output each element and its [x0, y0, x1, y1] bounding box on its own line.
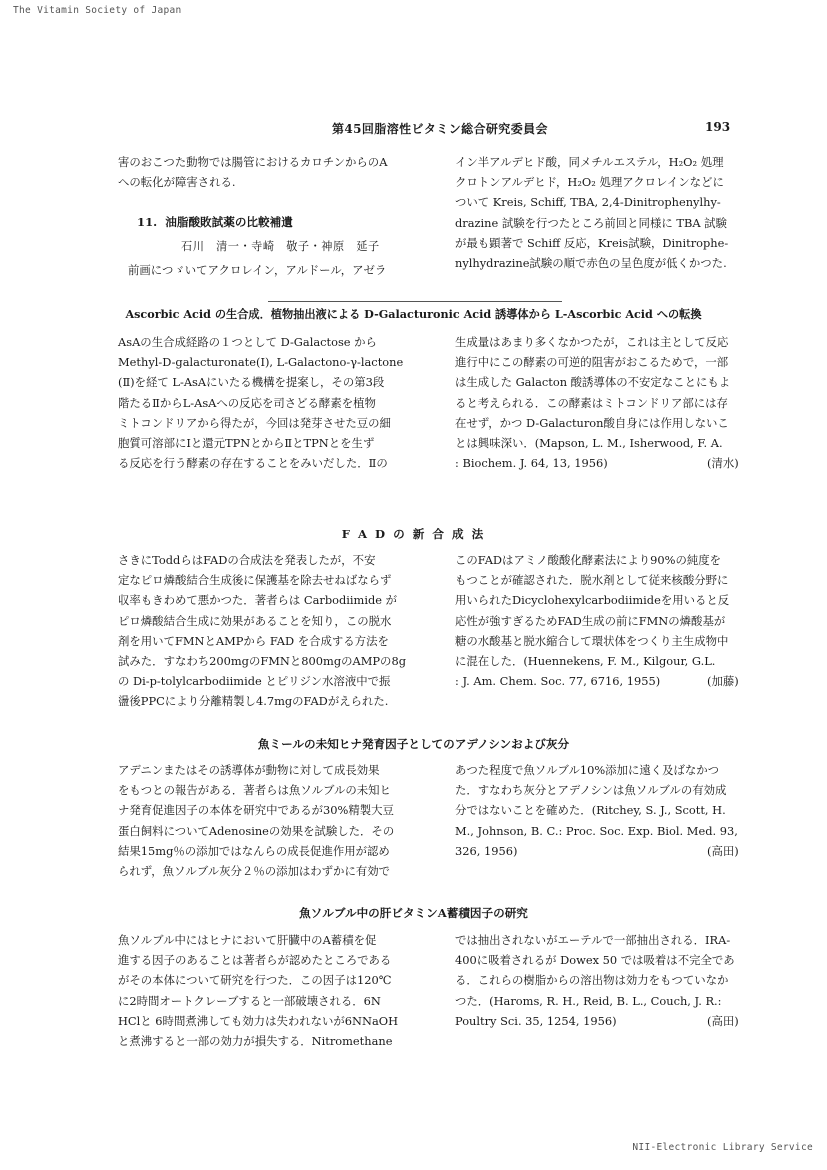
text-line: と煮沸すると一部の効力が損失する．Nitromethane [118, 1034, 393, 1049]
text-line: 試みた．すなわち200mgのFMNと800mgのAMPの8g [118, 654, 406, 669]
text-line: とは興味深い．(Mapson, L. M., Isherwood, F. A. [455, 436, 723, 451]
text-line: をもつとの報告がある．著者らは魚ソルブルの未知ヒ [118, 783, 391, 798]
section-title: 油脂酸敗試薬の比較補遺 [165, 215, 293, 229]
reference-tail: : Biochem. J. 64, 13, 1956) [455, 456, 608, 471]
watermark-top: The Vitamin Society of Japan [13, 5, 182, 16]
article-right-column [455, 930, 767, 1031]
text-line: 定なピロ燐酸結合生成後に保護基を除去せねばならず [118, 573, 392, 588]
text-line: クロトンアルデヒド，H₂O₂ 処理アクロレインなどに [455, 175, 724, 190]
text-line: ミトコンドリアから得たが，今回は発芽させた豆の細 [118, 415, 391, 430]
reference-line [455, 1011, 767, 1031]
text-line: HClと 6時間煮沸しても効力は失われないが6NNaOH [118, 1013, 399, 1028]
text-line: 応性が強すぎるためFAD生成の前にFMNの燐酸基が [455, 613, 726, 628]
text-line: への転化が障害される. [118, 175, 236, 190]
text-line: あつた程度で魚ソルブル10%添加に遠く及ばなかつ [455, 763, 720, 777]
prev-section-right-column [455, 152, 765, 273]
text-line: る．これらの樹脂からの溶出物は効力をもつていなか [455, 973, 729, 988]
text-line: このFADはアミノ酸酸化酵素法により90%の純度を [455, 553, 722, 567]
reference-line [455, 453, 767, 473]
page-number: 193 [705, 120, 731, 134]
text-line: に2時間オートクレーブすると一部破壊される．6N [118, 993, 381, 1008]
text-line: られず，魚ソルブル灰分２％の添加はわずかに有効で [118, 864, 391, 879]
running-head [0, 120, 827, 136]
text-line: がその本体について研究を行つた．この因子は120℃ [118, 973, 392, 988]
reviewer-name: (高田) [707, 1013, 739, 1028]
text-line: つた．(Haroms, R. H., Reid, B. L., Couch, J. R.: [455, 993, 722, 1008]
text-line: ついて Kreis, Schiff, TBA, 2,4-Dinitrophenylhy- [455, 195, 721, 210]
article-left-column [118, 760, 420, 881]
text-line: た．すなわち灰分とアデノシンは魚ソルブルの有効成 [455, 783, 727, 798]
text-line: 盪後PPCにより分離精製し4.7mgのFADがえられた. [118, 694, 389, 709]
text-line: ると考えられる．この酵素はミトコンドリア部には存 [455, 395, 728, 410]
text-line: 生成量はあまり多くなかつたが，これは主として反応 [455, 335, 729, 349]
reviewer-name: (加藤) [707, 674, 739, 689]
text-line: 進行中にこの酵素の可逆的阻害がおこるためで，一部 [455, 355, 729, 370]
text-line: M., Johnson, B. C.: Proc. Soc. Exp. Biol. Med. 93, [455, 823, 738, 838]
text-line: 分ではないことを確めた．(Ritchey, S. J., Scott, H. [455, 803, 726, 818]
text-line: の Di-p-tolylcarbodiimide とピリジン水溶液中で振 [118, 674, 391, 689]
text-line: もつことが確認された．脱水剤として従来核酸分野に [455, 573, 729, 588]
section-divider [268, 301, 562, 302]
text-line: 剤を用いてFMNとAMPから FAD を合成する方法を [118, 633, 389, 648]
text-line: では抽出されないがエーテルで一部抽出される．IRA- [455, 933, 731, 947]
reference-line [455, 841, 767, 861]
reference-tail: 326, 1956) [455, 843, 518, 858]
text-line: 用いられたDicyclohexylcarbodiimideを用いると反 [455, 593, 730, 608]
watermark-bottom: NII-Electronic Library Service [632, 1142, 813, 1153]
text-line: 400に吸着されるが Dowex 50 では吸着は不完全であ [455, 953, 735, 968]
prev-section-left-column [118, 152, 418, 192]
text-line: 害のおこつた動物では腸管におけるカロチンからのA [118, 155, 388, 169]
reference-tail: : J. Am. Chem. Soc. 77, 6716, 1955) [455, 674, 661, 689]
text-line: 階たるⅡからL-AsAへの反応を司さどる酵素を植物 [118, 395, 376, 410]
article-left-column [118, 550, 420, 712]
article-right-column [455, 550, 767, 691]
article-left-column [118, 332, 420, 473]
text-line: 収率もきわめて悪かつた．著者らは Carbodiimide が [118, 593, 398, 608]
text-line: アデニンまたはその誘導体が動物に対して成長効果 [118, 763, 380, 777]
text-line: に混在した．(Huennekens, F. M., Kilgour, G.L. [455, 654, 716, 669]
text-line: 胞質可溶部にⅠと還元TPNとからⅡとTPNとを生ず [118, 436, 375, 451]
text-line: 結果15mg％の添加ではなんらの成長促進作用が認め [118, 843, 390, 858]
reference-line [455, 671, 767, 691]
article-right-column [455, 332, 767, 473]
text-line: 前画につゞいてアクロレイン，アルドール，アゼラ [128, 263, 387, 277]
article-right-column [455, 760, 767, 861]
text-line: drazine 試験を行つたところ前回と同様に TBA 試験 [455, 215, 727, 230]
reviewer-name: (清水) [707, 456, 739, 471]
text-line: AsAの生合成経路の１つとして D-Galactose から [118, 335, 377, 349]
text-line: 蛋白飼料についてAdenosineの効果を試験した．その [118, 823, 395, 838]
text-line: イン半アルデヒド酸，同メチルエステル，H₂O₂ 処理 [455, 155, 724, 169]
text-line: る反応を行う酵素の存在することをみいだした．Ⅱの [118, 456, 388, 471]
prev-section-left-body [128, 260, 420, 280]
text-line: は生成した Galacton 酸誘導体の不安定なことにもよ [455, 375, 731, 390]
article-title: 魚ミールの未知ヒナ発育因子としてのアデノシンおよび灰分 [257, 737, 570, 751]
article-left-column [118, 930, 420, 1051]
text-line: 糖の水酸基と脱水縮合して環状体をつくり主生成物中 [455, 633, 729, 648]
text-line: さきにToddらはFADの合成法を発表したが，不安 [118, 553, 376, 567]
text-line: 在せず，かつ D-Galacturon酸自身には作用しないこ [455, 415, 729, 430]
article-title: F A D の 新 合 成 法 [341, 527, 486, 541]
section-number: 11. [137, 215, 158, 229]
text-line: ナ発育促進因子の本体を研究中であるが30%精製大豆 [118, 803, 394, 818]
text-line: Methyl-D-galacturonate(Ⅰ), L-Galactono-γ-lactone [118, 355, 404, 370]
reference-tail: Poultry Sci. 35, 1254, 1956) [455, 1013, 617, 1028]
article-title: Ascorbic Acid の生合成．植物抽出液による D-Galacturonic Acid 誘導体から L-Ascorbic Acid への転換 [125, 307, 702, 321]
article-title: 魚ソルブル中の肝ビタミンA蓄積因子の研究 [299, 906, 528, 920]
text-line: (Ⅱ)を経て L-AsAにいたる機構を提案し，その第3段 [118, 375, 385, 390]
text-line: ピロ燐酸結合生成に効果があることを知り，この脱水 [118, 613, 392, 628]
journal-name: 第45回脂溶性ビタミン総合研究委員会 [332, 122, 548, 136]
text-line: nylhydrazine試験の順で赤色の呈色度が低くかつた. [455, 256, 727, 271]
section-authors: 石川 清一・寺崎 敬子・神原 延子 [181, 240, 380, 253]
text-line: が最も顕著で Schiff 反応，Kreis試験，Dinitrophe- [455, 235, 729, 250]
section-heading [137, 214, 293, 230]
text-line: 進する因子のあることは著者らが認めたところである [118, 953, 392, 968]
text-line: 魚ソルブル中にはヒナにおいて肝臓中のA蓄積を促 [118, 933, 377, 947]
reviewer-name: (高田) [707, 843, 739, 858]
